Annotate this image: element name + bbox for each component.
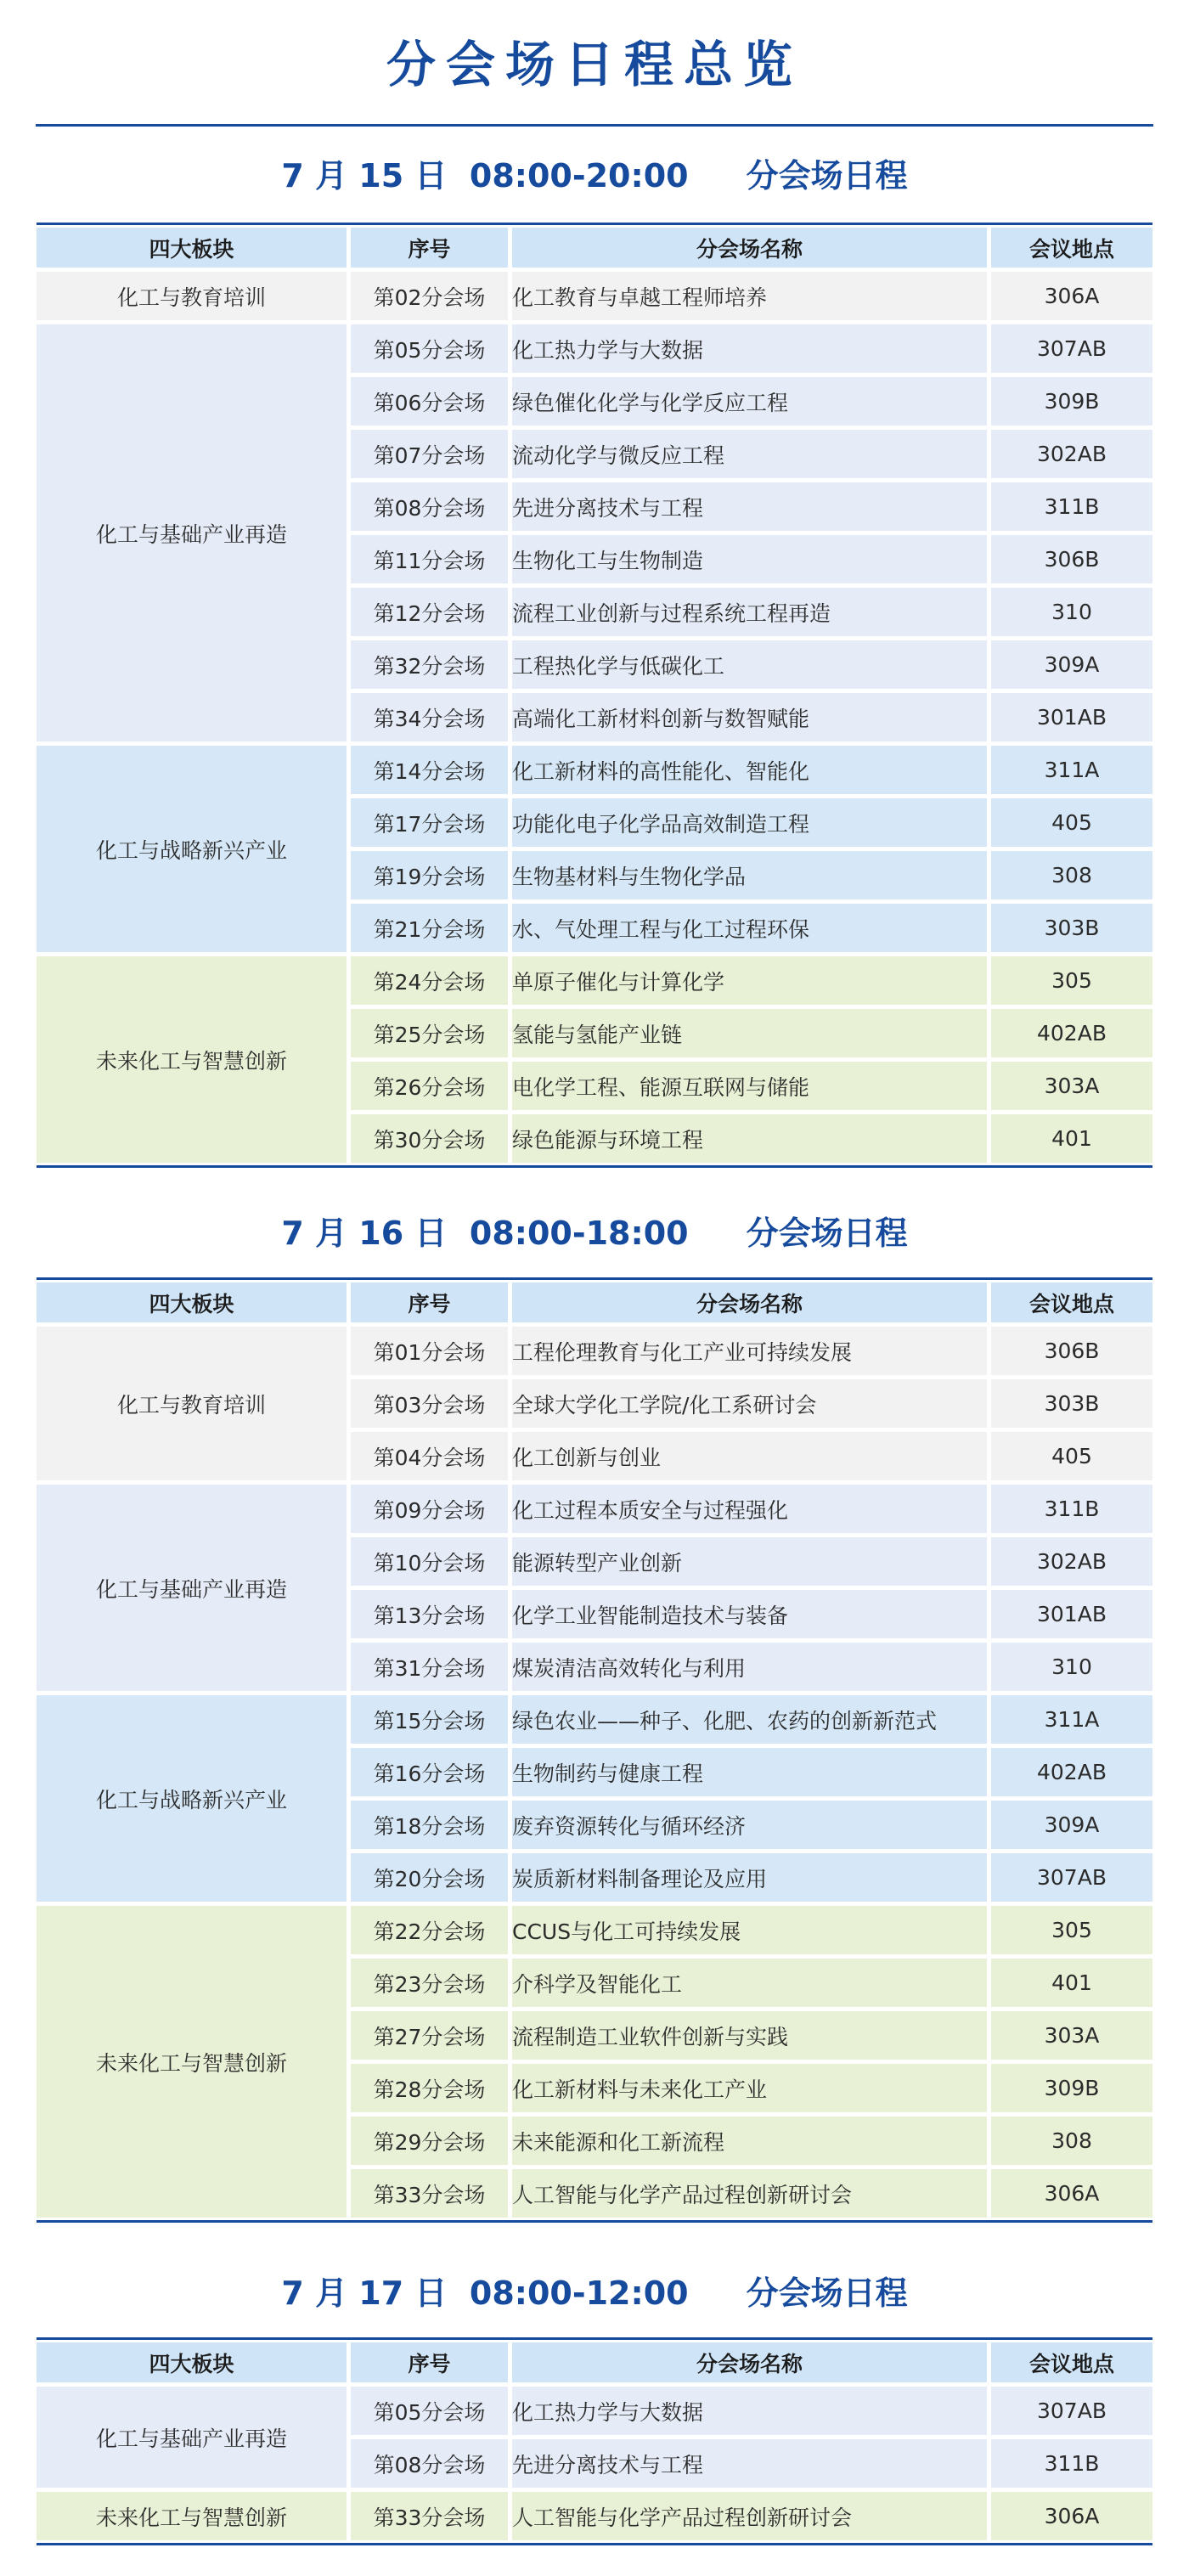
title-divider: [36, 124, 1153, 127]
session-location: 301AB: [991, 1590, 1152, 1638]
session-name: 化工新材料与未来化工产业: [512, 2064, 991, 2112]
day-time: 08:00-20:00: [469, 157, 689, 194]
session-location: 309B: [991, 2064, 1152, 2112]
session-number: 第24分会场: [351, 956, 512, 1005]
session-name: 生物化工与生物制造: [512, 535, 991, 583]
session-name: 电化学工程、能源互联网与储能: [512, 1062, 991, 1110]
day-label: 分会场日程: [746, 157, 908, 194]
session-name: 水、气处理工程与化工过程环保: [512, 904, 991, 952]
day-date: 7 月 16 日: [281, 1215, 448, 1252]
session-number: 第30分会场: [351, 1114, 512, 1163]
header-name: 分会场名称: [512, 1282, 991, 1322]
session-number: 第28分会场: [351, 2064, 512, 2112]
session-location: 311A: [991, 746, 1152, 794]
session-number: 第11分会场: [351, 535, 512, 583]
session-number: 第01分会场: [351, 1327, 512, 1375]
session-name: CCUS与化工可持续发展: [512, 1906, 991, 1954]
session-location: 401: [991, 1114, 1152, 1163]
header-location: 会议地点: [991, 228, 1152, 268]
session-location: 311B: [991, 1485, 1152, 1533]
session-number: 第19分会场: [351, 851, 512, 899]
session-location: 308: [991, 851, 1152, 899]
session-number: 第18分会场: [351, 1801, 512, 1849]
day-heading-2: [0, 1203, 1189, 1263]
session-name: 生物制药与健康工程: [512, 1748, 991, 1796]
session-number: 第22分会场: [351, 1906, 512, 1954]
session-number: 第05分会场: [351, 2387, 512, 2435]
session-location: 307AB: [991, 1853, 1152, 1902]
header-number: 序号: [351, 1282, 512, 1322]
session-name: 功能化电子化学品高效制造工程: [512, 798, 991, 847]
session-number: 第04分会场: [351, 1432, 512, 1480]
session-name: 人工智能与化学产品过程创新研讨会: [512, 2169, 991, 2218]
session-name: 先进分离技术与工程: [512, 2439, 991, 2488]
session-number: 第13分会场: [351, 1590, 512, 1638]
category-cell: 未来化工与智慧创新: [37, 956, 351, 1163]
header-number: 序号: [351, 2342, 512, 2382]
session-location: 308: [991, 2117, 1152, 2165]
day-time: 08:00-12:00: [469, 2274, 689, 2312]
session-location: 306B: [991, 1327, 1152, 1375]
session-name: 化工教育与卓越工程师培养: [512, 272, 991, 320]
session-name: 能源转型产业创新: [512, 1537, 991, 1586]
table-header-row: [37, 1282, 1152, 1322]
session-name: 废弃资源转化与循环经济: [512, 1801, 991, 1849]
session-number: 第17分会场: [351, 798, 512, 847]
session-location: 306A: [991, 2492, 1152, 2540]
session-number: 第06分会场: [351, 377, 512, 426]
day-date: 7 月 15 日: [281, 157, 448, 194]
session-location: 307AB: [991, 2387, 1152, 2435]
session-number: 第07分会场: [351, 430, 512, 478]
session-number: 第23分会场: [351, 1959, 512, 2007]
session-name: 化工新材料的高性能化、智能化: [512, 746, 991, 794]
table-bottom-rule: [37, 2543, 1152, 2545]
session-name: 煤炭清洁高效转化与利用: [512, 1643, 991, 1691]
table-row: [37, 2492, 1152, 2540]
category-cell: 未来化工与智慧创新: [37, 1906, 351, 2218]
session-location: 301AB: [991, 693, 1152, 741]
session-location: 310: [991, 588, 1152, 636]
day-heading-3: [0, 2263, 1189, 2323]
header-category: 四大板块: [37, 2342, 351, 2382]
day-time: 08:00-18:00: [469, 1215, 689, 1252]
session-number: 第10分会场: [351, 1537, 512, 1586]
session-name: 全球大学化工学院/化工系研讨会: [512, 1379, 991, 1428]
session-location: 303B: [991, 904, 1152, 952]
session-location: 305: [991, 1906, 1152, 1954]
session-number: 第05分会场: [351, 324, 512, 373]
session-name: 工程热化学与低碳化工: [512, 640, 991, 689]
session-number: 第21分会场: [351, 904, 512, 952]
table-row: [37, 1485, 1152, 1533]
table-row: [37, 956, 1152, 1005]
session-name: 人工智能与化学产品过程创新研讨会: [512, 2492, 991, 2540]
table-bottom-rule: [37, 1165, 1152, 1168]
session-number: 第33分会场: [351, 2169, 512, 2218]
session-name: 化工创新与创业: [512, 1432, 991, 1480]
session-location: 305: [991, 956, 1152, 1005]
session-name: 绿色催化化学与化学反应工程: [512, 377, 991, 426]
table-row: [37, 746, 1152, 794]
session-number: 第09分会场: [351, 1485, 512, 1533]
session-number: 第03分会场: [351, 1379, 512, 1428]
session-number: 第14分会场: [351, 746, 512, 794]
category-cell: 化工与教育培训: [37, 272, 351, 320]
session-name: 绿色农业——种子、化肥、农药的创新新范式: [512, 1695, 991, 1744]
session-name: 绿色能源与环境工程: [512, 1114, 991, 1163]
category-cell: 化工与战略新兴产业: [37, 746, 351, 952]
day-label: 分会场日程: [746, 2274, 908, 2312]
day-date: 7 月 17 日: [281, 2274, 448, 2312]
table-bottom-rule: [37, 2220, 1152, 2223]
session-number: 第31分会场: [351, 1643, 512, 1691]
session-name: 化工热力学与大数据: [512, 324, 991, 373]
session-location: 306B: [991, 535, 1152, 583]
session-name: 先进分离技术与工程: [512, 482, 991, 531]
schedule-table-day-2: [37, 1278, 1152, 2222]
session-name: 单原子催化与计算化学: [512, 956, 991, 1005]
session-number: 第34分会场: [351, 693, 512, 741]
session-name: 介科学及智能化工: [512, 1959, 991, 2007]
session-name: 工程伦理教育与化工产业可持续发展: [512, 1327, 991, 1375]
session-name: 氢能与氢能产业链: [512, 1009, 991, 1057]
session-name: 炭质新材料制备理论及应用: [512, 1853, 991, 1902]
session-name: 未来能源和化工新流程: [512, 2117, 991, 2165]
table-row: [37, 2387, 1152, 2435]
table-row: [37, 1327, 1152, 1375]
table-row: [37, 1695, 1152, 1744]
day-heading-1: [0, 146, 1189, 206]
header-category: 四大板块: [37, 1282, 351, 1322]
session-name: 化工过程本质安全与过程强化: [512, 1485, 991, 1533]
session-name: 高端化工新材料创新与数智赋能: [512, 693, 991, 741]
category-cell: 化工与基础产业再造: [37, 1485, 351, 1691]
category-cell: 化工与教育培训: [37, 1327, 351, 1480]
schedule-table-day-1: [37, 223, 1152, 1167]
session-name: 生物基材料与生物化学品: [512, 851, 991, 899]
session-name: 化工热力学与大数据: [512, 2387, 991, 2435]
page-title: 分会场日程总览: [386, 36, 803, 93]
table-row: [37, 272, 1152, 320]
session-name: 流程工业创新与过程系统工程再造: [512, 588, 991, 636]
header-location: 会议地点: [991, 2342, 1152, 2382]
session-location: 309B: [991, 377, 1152, 426]
session-location: 309A: [991, 1801, 1152, 1849]
session-location: 307AB: [991, 324, 1152, 373]
session-location: 303A: [991, 1062, 1152, 1110]
table-header-row: [37, 228, 1152, 268]
table-row: [37, 1906, 1152, 1954]
session-location: 310: [991, 1643, 1152, 1691]
session-number: 第27分会场: [351, 2011, 512, 2060]
session-location: 405: [991, 1432, 1152, 1480]
session-location: 311A: [991, 1695, 1152, 1744]
session-location: 302AB: [991, 1537, 1152, 1586]
session-location: 402AB: [991, 1748, 1152, 1796]
session-location: 311B: [991, 482, 1152, 531]
session-number: 第12分会场: [351, 588, 512, 636]
table-header-row: [37, 2342, 1152, 2382]
category-cell: 化工与基础产业再造: [37, 2387, 351, 2488]
session-location: 302AB: [991, 430, 1152, 478]
session-number: 第15分会场: [351, 1695, 512, 1744]
category-cell: 化工与基础产业再造: [37, 324, 351, 741]
session-location: 309A: [991, 640, 1152, 689]
session-location: 303A: [991, 2011, 1152, 2060]
session-number: 第32分会场: [351, 640, 512, 689]
day-label: 分会场日程: [746, 1215, 908, 1252]
session-location: 306A: [991, 2169, 1152, 2218]
schedule-table-day-3: [37, 2338, 1152, 2545]
session-location: 303B: [991, 1379, 1152, 1428]
session-number: 第33分会场: [351, 2492, 512, 2540]
session-location: 402AB: [991, 1009, 1152, 1057]
session-location: 405: [991, 798, 1152, 847]
table-row: [37, 324, 1152, 373]
session-number: 第26分会场: [351, 1062, 512, 1110]
session-number: 第29分会场: [351, 2117, 512, 2165]
session-name: 流动化学与微反应工程: [512, 430, 991, 478]
session-location: 306A: [991, 272, 1152, 320]
session-number: 第16分会场: [351, 1748, 512, 1796]
session-number: 第02分会场: [351, 272, 512, 320]
session-number: 第25分会场: [351, 1009, 512, 1057]
header-name: 分会场名称: [512, 2342, 991, 2382]
header-category: 四大板块: [37, 228, 351, 268]
session-name: 流程制造工业软件创新与实践: [512, 2011, 991, 2060]
category-cell: 未来化工与智慧创新: [37, 2492, 351, 2540]
session-location: 311B: [991, 2439, 1152, 2488]
session-name: 化学工业智能制造技术与装备: [512, 1590, 991, 1638]
session-number: 第20分会场: [351, 1853, 512, 1902]
session-number: 第08分会场: [351, 482, 512, 531]
header-number: 序号: [351, 228, 512, 268]
header-name: 分会场名称: [512, 228, 991, 268]
session-location: 401: [991, 1959, 1152, 2007]
category-cell: 化工与战略新兴产业: [37, 1695, 351, 1902]
session-number: 第08分会场: [351, 2439, 512, 2488]
header-location: 会议地点: [991, 1282, 1152, 1322]
